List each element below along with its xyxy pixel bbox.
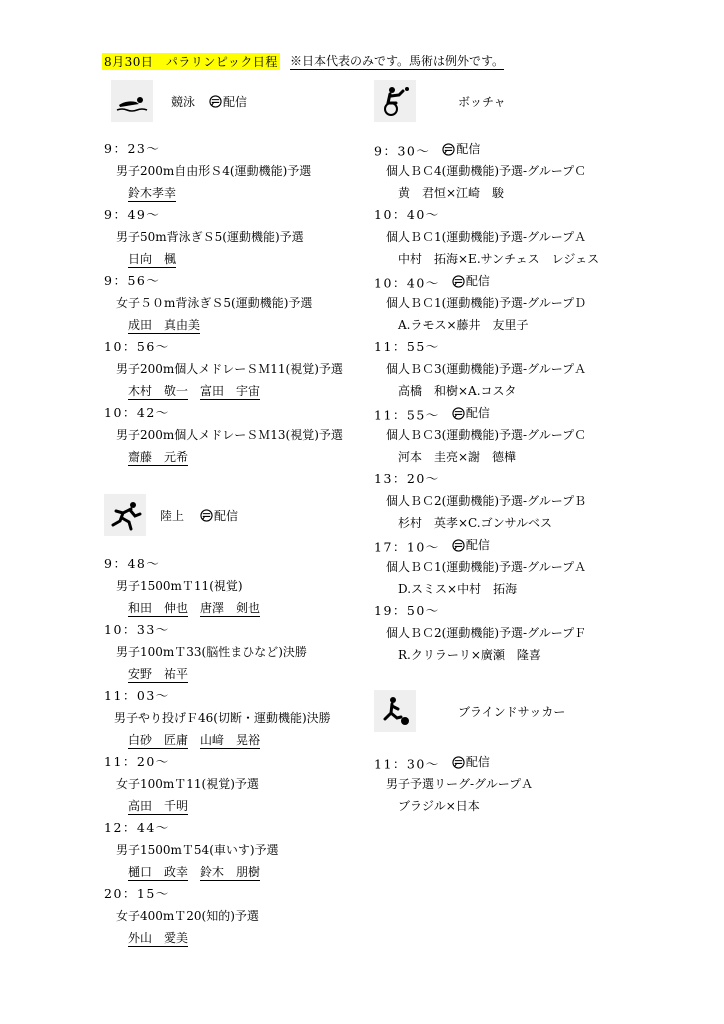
header-note: ※日本代表のみです。馬術は例外です。 — [289, 54, 505, 68]
stream-label: 配信 — [465, 538, 490, 552]
athlete-row — [104, 861, 374, 883]
streaming-icon — [452, 407, 465, 420]
event-name: 女子100mＴ11(視覚)予選 — [116, 777, 259, 791]
page-title: 8月30日 パラリンピック日程 — [104, 54, 278, 69]
athlete-name: 富田 宇宙 — [200, 384, 261, 398]
event-time: 10：56～ — [104, 339, 170, 354]
event-name: 個人ＢＣ3(運動機能)予選‐グループＣ — [386, 428, 587, 442]
stream-label: 配信 — [465, 406, 490, 420]
stream-badge[interactable] — [452, 270, 490, 292]
athlete-name: 白砂 匠庸 — [128, 733, 189, 747]
swimming-schedule — [104, 138, 374, 468]
event-name: 男子1500mＴ11(視覚) — [116, 579, 243, 593]
athletics-title: 陸上 — [160, 508, 185, 523]
event-time: 12：44～ — [104, 820, 170, 835]
athlete-name: 唐澤 剣也 — [200, 601, 261, 615]
event-time-row — [374, 138, 694, 160]
event-time: 9：48～ — [104, 556, 161, 571]
match-row — [374, 512, 694, 534]
athlete-row — [104, 446, 374, 468]
event-name: 男子50m背泳ぎＳ5(運動機能)予選 — [116, 230, 304, 244]
athletics-icon — [104, 494, 146, 536]
athlete-name: 山﨑 晃裕 — [200, 733, 261, 747]
streaming-icon — [452, 539, 465, 552]
athlete-row — [104, 314, 374, 336]
match-row — [374, 248, 694, 270]
event-time: 11：55～ — [374, 407, 440, 423]
athlete-name: 鈴木 朋樹 — [200, 865, 261, 879]
event-time-row — [374, 751, 694, 773]
swimming-icon — [111, 80, 153, 122]
athlete-row — [104, 663, 374, 685]
match: R.クリラーリ×廣瀬 隆喜 — [398, 648, 541, 662]
event-time: 10：40～ — [374, 275, 440, 291]
match-row — [374, 446, 694, 468]
stream-label: 配信 — [465, 274, 490, 288]
event-time-row — [374, 468, 694, 490]
event-time: 19：50～ — [374, 603, 440, 618]
match-row — [374, 578, 694, 600]
event-time: 10：40～ — [374, 207, 440, 222]
streaming-icon — [442, 143, 455, 156]
event-time-row — [374, 270, 694, 292]
event-name: 男子予選リーグ‐グループＡ — [386, 777, 534, 791]
match: D.スミス×中村 拓海 — [398, 582, 518, 596]
event-name: 男子200m個人メドレーＳＭ11(視覚)予選 — [116, 362, 343, 376]
blind-football-icon — [374, 690, 416, 732]
streaming-icon — [209, 95, 222, 108]
swimming-section-header — [111, 78, 247, 124]
event-name: 個人ＢＣ3(運動機能)予選‐グループＡ — [386, 362, 587, 376]
event-name: 男子1500mＴ54(車いす)予選 — [116, 843, 279, 857]
event-name: 男子やり投げＦ46(切断・運動機能)決勝 — [114, 711, 331, 725]
athlete-row — [104, 795, 374, 817]
event-time: 20：15～ — [104, 886, 170, 901]
event-time: 11：20～ — [104, 754, 170, 769]
blind-football-title: ブラインドサッカー — [458, 704, 566, 719]
event-name: 男子200m個人メドレーＳＭ13(視覚)予選 — [116, 428, 343, 442]
stream-badge[interactable] — [452, 402, 490, 424]
match-row — [374, 314, 694, 336]
event-time-row — [374, 600, 694, 622]
event-name: 個人ＢＣ1(運動機能)予選‐グループＡ — [386, 560, 587, 574]
swimming-title: 競泳 — [171, 94, 196, 109]
event-time-row — [374, 402, 694, 424]
athlete-name: 高田 千明 — [128, 799, 189, 813]
event-time: 9：30～ — [374, 143, 431, 159]
athlete-name: 樋口 政幸 — [128, 865, 189, 879]
event-time: 11：55～ — [374, 339, 440, 354]
stream-badge[interactable] — [452, 534, 490, 556]
event-time: 9：56～ — [104, 273, 161, 288]
athlete-name: 安野 祐平 — [128, 667, 189, 681]
event-name: 個人ＢＣ4(運動機能)予選‐グループＣ — [386, 164, 587, 178]
page-header — [102, 52, 504, 70]
athlete-row — [104, 729, 374, 751]
match: A.ラモス×藤井 友里子 — [398, 318, 529, 332]
stream-label: 配信 — [456, 142, 481, 156]
match: 中村 拓海×E.サンチェス レジェス — [398, 252, 600, 266]
event-time: 9：23～ — [104, 141, 161, 156]
match: 杉村 英孝×C.ゴンサルベス — [398, 516, 553, 530]
event-time: 11：03～ — [104, 688, 170, 703]
athlete-name: 外山 愛美 — [128, 931, 189, 945]
match-row — [374, 182, 694, 204]
event-time: 9：49～ — [104, 207, 161, 222]
event-time-row — [374, 204, 694, 226]
event-name: 個人ＢＣ2(運動機能)予選‐グループＢ — [386, 494, 587, 508]
blind-football-section-header — [374, 688, 565, 734]
stream-label: 配信 — [214, 508, 239, 523]
athletics-section-header — [104, 492, 238, 538]
athlete-row — [104, 248, 374, 270]
event-name: 男子100mＴ33(脳性まひなど)決勝 — [116, 645, 307, 659]
match-row — [374, 380, 694, 402]
stream-badge[interactable] — [452, 751, 490, 773]
athlete-row — [104, 182, 374, 204]
event-name: 個人ＢＣ2(運動機能)予選‐グループＦ — [386, 626, 587, 640]
match: 黄 君恒×江崎 駿 — [398, 186, 505, 200]
streaming-icon — [452, 756, 465, 769]
boccia-schedule — [374, 138, 694, 666]
match: 高橋 和樹×A.コスタ — [398, 384, 517, 398]
athlete-name: 成田 真由美 — [128, 318, 201, 332]
event-name: 男子200m自由形Ｓ4(運動機能)予選 — [116, 164, 312, 178]
match: ブラジル×日本 — [398, 799, 480, 813]
event-time: 10：42～ — [104, 405, 170, 420]
event-time: 10：33～ — [104, 622, 170, 637]
event-name: 個人ＢＣ1(運動機能)予選‐グループＡ — [386, 230, 587, 244]
event-name: 女子５０m背泳ぎＳ5(運動機能)予選 — [116, 296, 313, 310]
match-row — [374, 644, 694, 666]
event-name: 女子400mＴ20(知的)予選 — [116, 909, 259, 923]
athlete-name: 齋藤 元希 — [128, 450, 189, 464]
event-time: 11：30～ — [374, 756, 440, 772]
stream-badge[interactable] — [442, 138, 480, 160]
athlete-row — [104, 380, 374, 402]
athlete-name: 日向 楓 — [128, 252, 177, 266]
athlete-name: 木村 敬一 — [128, 384, 189, 398]
athlete-row — [104, 927, 374, 949]
streaming-icon — [452, 275, 465, 288]
event-time-row — [374, 336, 694, 358]
match-row — [374, 795, 694, 817]
event-time-row — [374, 534, 694, 556]
athletics-schedule — [104, 553, 374, 949]
athlete-name: 和田 伸也 — [128, 601, 189, 615]
athlete-row — [104, 597, 374, 619]
blind-football-schedule — [374, 751, 694, 817]
athlete-name: 鈴木孝幸 — [128, 186, 177, 200]
athletics-stream-badge[interactable] — [200, 507, 238, 524]
swimming-stream-badge[interactable] — [209, 93, 247, 110]
event-name: 個人ＢＣ1(運動機能)予選‐グループＤ — [386, 296, 587, 310]
stream-label: 配信 — [223, 94, 248, 109]
event-time: 13：20～ — [374, 471, 440, 486]
event-time: 17：10～ — [374, 539, 440, 555]
streaming-icon — [200, 509, 213, 522]
stream-label: 配信 — [465, 755, 490, 769]
boccia-section-header — [374, 78, 506, 124]
boccia-icon — [374, 80, 416, 122]
boccia-title: ボッチャ — [458, 94, 506, 109]
match: 河本 圭亮×謝 德樺 — [398, 450, 517, 464]
